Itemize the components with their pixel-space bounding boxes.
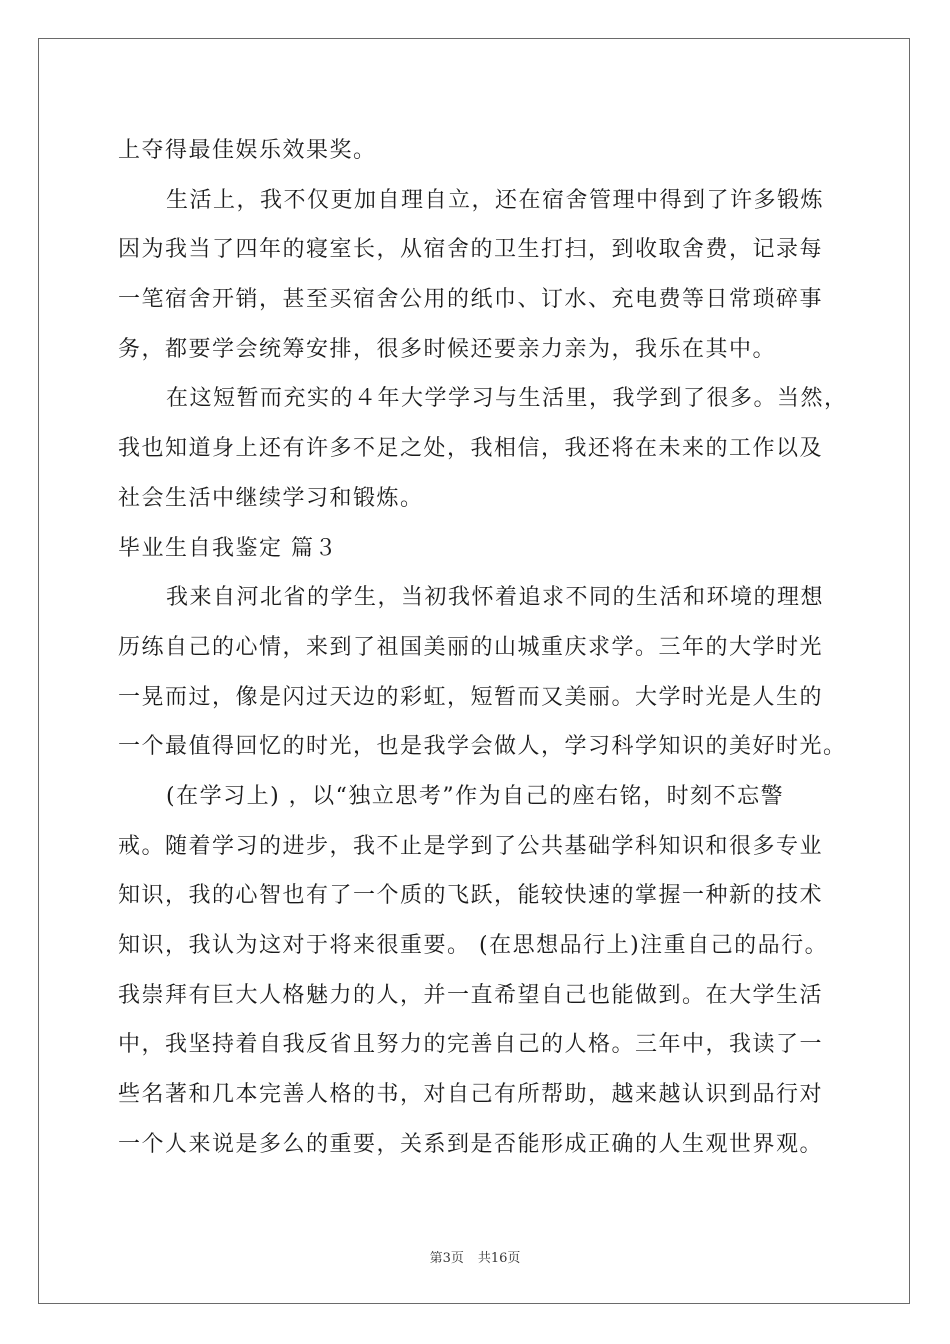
text-line: 知识，我认为这对于将来很重要。 (在思想品行上)注重自己的品行。 [118, 933, 829, 958]
text-line: 我崇拜有巨大人格魅力的人，并一直希望自己也能做到。在大学生活 [118, 982, 824, 1008]
paragraph-start: 我来自河北省的学生，当初我怀着追求不同的生活和环境的理想 [166, 585, 825, 611]
page-footer [0, 1247, 950, 1266]
text-line: 一个最值得回忆的时光，也是我学会做人，学习科学知识的美好时光。 [118, 734, 847, 760]
text-line: 一个人来说是多么的重要，关系到是否能形成正确的人生观世界观。 [118, 1131, 824, 1157]
text-line: 社会生活中继续学习和锻炼。 [118, 485, 424, 511]
text-line: 一笔宿舍开销，甚至买宿舍公用的纸巾、订水、充电费等日常琐碎事 [118, 287, 824, 313]
text-line: 知识，我的心智也有了一个质的飞跃，能较快速的掌握一种新的技术 [118, 883, 824, 909]
section-heading: 毕业生自我鉴定 篇３ [118, 535, 338, 561]
text-line: 戒。随着学习的进步，我不止是学到了公共基础学科知识和很多专业 [118, 833, 824, 859]
page-total: 共16页 [477, 1251, 521, 1266]
text-line: 历练自己的心情，来到了祖国美丽的山城重庆求学。三年的大学时光 [118, 634, 824, 660]
paragraph-start: (在学习上) ，以“独立思考”作为自己的座右铭，时刻不忘警 [166, 783, 785, 809]
paragraph-start: 生活上，我不仅更加自理自立，还在宿舍管理中得到了许多锻炼 [166, 187, 825, 213]
page-number: 第3页 [429, 1251, 464, 1266]
text-line: 上夺得最佳娱乐效果奖。 [118, 138, 377, 163]
text-line: 中，我坚持着自我反省且努力的完善自己的人格。三年中，我读了一 [118, 1032, 824, 1058]
text-line: 我也知道身上还有许多不足之处，我相信，我还将在未来的工作以及 [118, 436, 824, 462]
document-body [118, 126, 858, 1169]
text-line: 些名著和几本完善人格的书，对自己有所帮助，越来越认识到品行对 [118, 1082, 824, 1108]
text-line: 因为我当了四年的寝室长，从宿舍的卫生打扫，到收取舍费，记录每 [118, 237, 824, 263]
text-line: 务，都要学会统筹安排，很多时候还要亲力亲为，我乐在其中。 [118, 336, 777, 362]
text-line: 一晃而过，像是闪过天边的彩虹，短暂而又美丽。大学时光是人生的 [118, 684, 824, 710]
paragraph-start: 在这短暂而充实的４年大学学习与生活里，我学到了很多。当然， [166, 386, 848, 412]
